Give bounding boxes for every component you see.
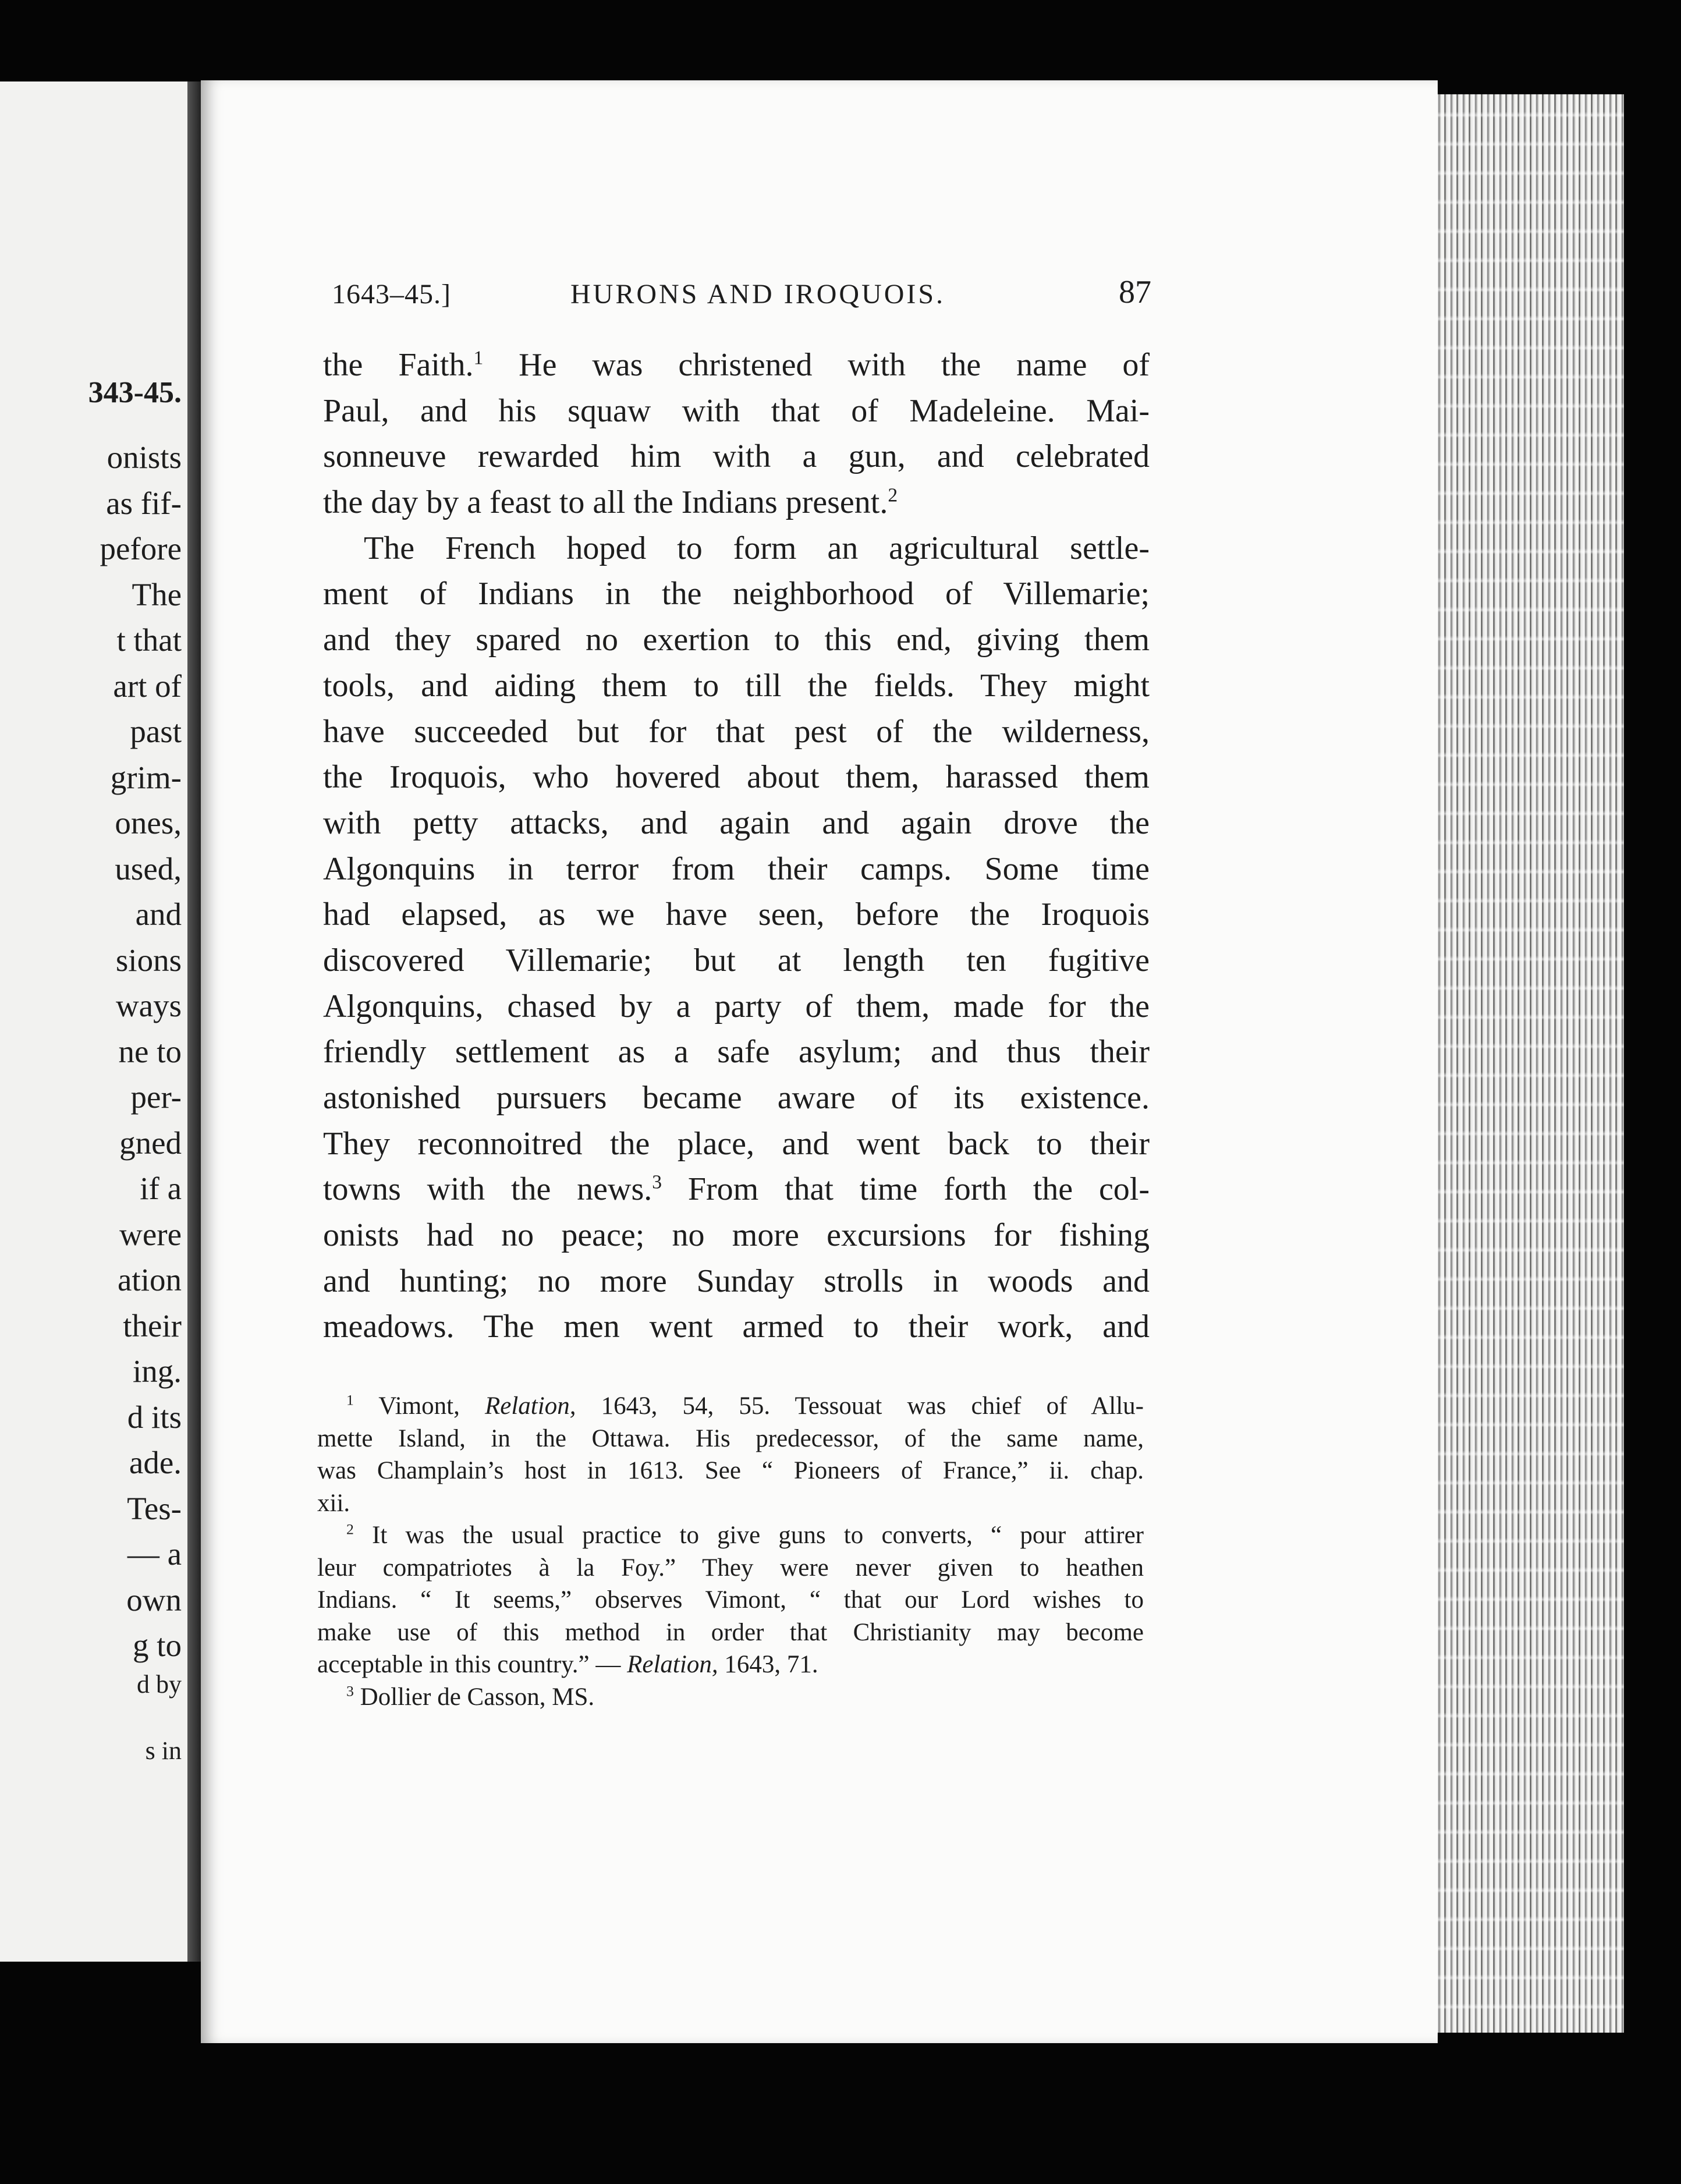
previous-page-line: d its [127,1399,182,1435]
footnote-line: Indians. “ It seems,” observes Vimont, “ that our Lord wishes to [317,1586,1144,1614]
running-head-title: HURONS AND IROQUOIS. [570,279,946,310]
previous-page-line: onists [107,439,182,475]
previous-page-line: sions [115,942,182,978]
footnote-line: leur compatriotes à la Foy.” They were never given to heathen [317,1554,1144,1582]
body-line: ment of Indians in the neighborhood of Villemarie; [323,576,1150,612]
previous-page-line: ing. [132,1353,182,1389]
previous-page-line: were [119,1216,182,1252]
previous-page-text [88,370,182,1767]
body-line: had elapsed, as we have seen, before the Iroquois [323,896,1150,933]
previous-page [0,81,187,1962]
body-line [323,342,1150,388]
previous-page-line: d by [137,1669,182,1699]
previous-page-line: ways [115,988,182,1023]
previous-page-line: g to [132,1628,182,1663]
previous-page-line: ade. [129,1445,182,1480]
previous-page-line: used, [115,850,182,887]
previous-page-line: as fif- [106,485,182,521]
footnote-marker: 3 [346,1682,354,1700]
footnote-text: Vimont, [353,1392,485,1420]
footnote-ref: 1 [473,347,484,369]
body-line: Algonquins, chased by a party of them, made for the [323,988,1150,1024]
body-line: tools, and aiding them to till the fields. They might [323,667,1150,704]
body-line: have succeeded but for that pest of the wilderness, [323,713,1150,750]
body-line: astonished pursuers became aware of its existence. [323,1080,1150,1116]
footnote-line [317,1648,1144,1681]
previous-page-line: 343-45. [88,376,182,409]
footnote-text: It was the usual practice to give guns to converts, “ pour attirer [353,1522,1144,1549]
previous-page-line: The [132,576,182,612]
running-head [332,274,1151,319]
body-line-text: From that time forth the col- [662,1171,1150,1208]
footnote-text: acceptable in this country.” — [317,1651,627,1678]
footnote-italic: Relation, [485,1392,576,1420]
footnote-line [317,1390,1144,1423]
previous-page-line: s in [145,1736,182,1765]
previous-page-line: and [135,896,182,932]
previous-page-line: Tes- [127,1490,182,1526]
body-line: meadows. The men went armed to their work, and [323,1309,1150,1345]
footnote-text: 1643, 54, 55. Tessouat was chief of Allu- [576,1392,1144,1420]
previous-page-line: ne to [118,1033,182,1069]
footnote-line [317,1681,1144,1714]
page-number: 87 [1119,274,1151,310]
footnote-line: mette Island, in the Ottawa. His predecessor, of the same name, [317,1424,1144,1452]
previous-page-line: pefore [100,531,182,566]
footnote-line: xii. [317,1489,350,1517]
previous-page-line: t that [116,622,182,658]
previous-page-line: per- [130,1079,182,1115]
footnote-text: 1643, 71. [718,1651,818,1678]
footnote-ref: 2 [888,484,898,506]
body-line: sonneuve rewarded him with a gun, and celebrated [323,438,1150,475]
body-line-text: the Faith. [323,347,474,383]
body-line-text: towns with the news. [323,1171,652,1208]
body-line: discovered Villemarie; but at length ten fugitive [323,942,1150,978]
previous-page-line: grim- [110,759,182,795]
body-line: The French hoped to form an agricultural settle- [364,530,1150,566]
previous-page-line: — a [127,1536,182,1572]
previous-page-line: past [130,714,182,749]
previous-page-line: art of [113,668,182,704]
body-line: with petty attacks, and again and again drove the [323,804,1150,841]
body-line-text: the day by a feast to all the Indians present. [323,484,888,521]
footnotes [317,1390,1144,1713]
running-head-years: 1643–45.] [332,279,451,310]
footnote-line [317,1519,1144,1552]
footnote-marker: 2 [346,1520,354,1538]
footnote-text: Dollier de Casson, MS. [353,1683,595,1711]
footnote-line: make use of this method in order that Christianity may become [317,1618,1144,1646]
body-line: the Iroquois, who hovered about them, harassed them [323,759,1150,796]
body-line [323,1167,1150,1212]
footnote-marker: 1 [346,1391,354,1409]
body-line-text: He was christened with the name of [483,347,1150,383]
previous-page-line: gned [119,1125,182,1161]
footnote-ref: 3 [652,1171,662,1193]
body-line [323,480,1150,526]
footnote-line: was Champlain’s host in 1613. See “ Pioneers of France,” ii. chap. [317,1457,1144,1484]
body-text [323,342,1150,1350]
body-line: and they spared no exertion to this end, giving them [323,622,1150,658]
body-line: Paul, and his squaw with that of Madeleine. Mai- [323,392,1150,429]
footnote-italic: Relation, [627,1651,718,1678]
body-line: Algonquins in terror from their camps. Some time [323,850,1150,887]
body-line: They reconnoitred the place, and went back to their [323,1125,1150,1162]
previous-page-line: own [126,1582,182,1618]
page-edges [1429,94,1624,2033]
previous-page-line: ones, [115,805,182,841]
body-line: onists had no peace; no more excursions for fishing [323,1217,1150,1254]
body-line: friendly settlement as a safe asylum; and thus their [323,1034,1150,1070]
previous-page-line: if a [140,1171,182,1206]
body-line: and hunting; no more Sunday strolls in woods and [323,1263,1150,1299]
previous-page-line: their [123,1307,182,1343]
previous-page-line: ation [118,1262,182,1297]
